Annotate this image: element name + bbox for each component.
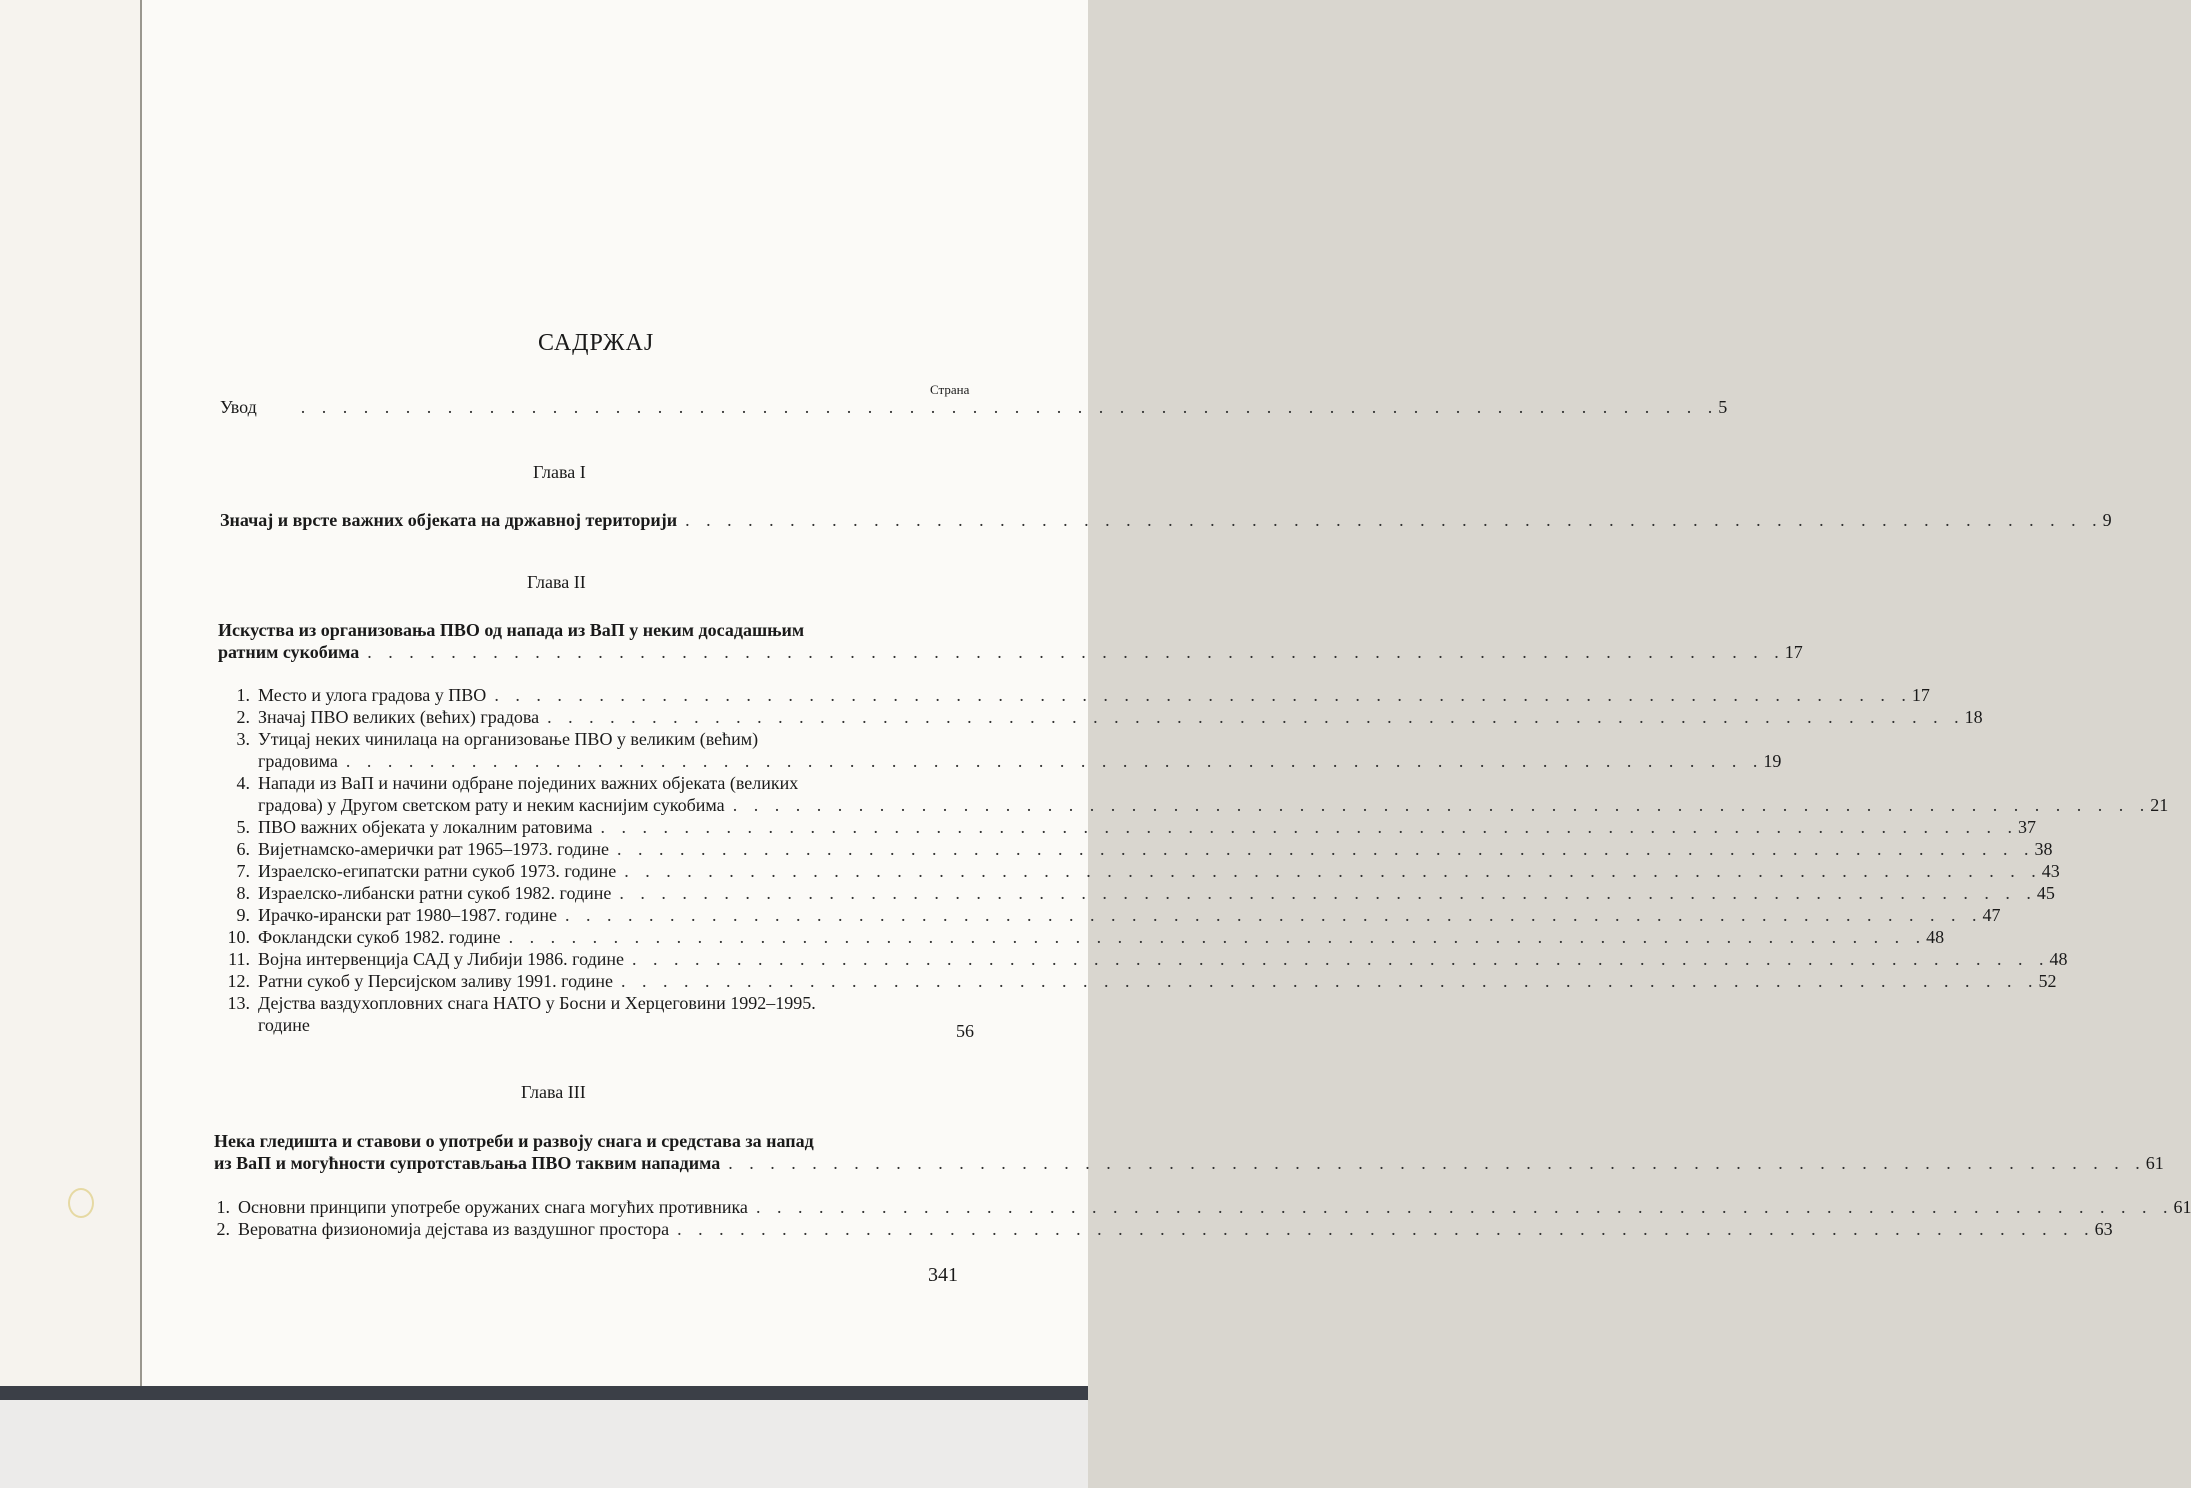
toc-item-label: Војна интервенција САД у Либији 1986. године xyxy=(258,949,625,969)
toc-item-label: ПВО важних објеката у локалним ратовима xyxy=(258,817,593,837)
page-number-folio: 341 xyxy=(928,1264,958,1286)
toc-page-number: 48 xyxy=(2049,949,2068,969)
toc-item[interactable] xyxy=(258,948,2068,970)
toc-page-number: 61 xyxy=(2173,1197,2191,1217)
dot-leader: . . . . . . . . . . . . . . . . . . . . . . . . . . . . . . . . . . . . . . . . . . . . . . . . . . . . . . . . . . . . . . . . . . . . xyxy=(508,927,1927,947)
toc-item[interactable] xyxy=(258,750,1782,772)
toc-page-number: 56 xyxy=(956,1021,974,1041)
chapter-heading-1: Глава I xyxy=(533,462,586,482)
dot-leader: . . . . . . . . . . . . . . . . . . . . . . . . . . . . . . . . . . . . . . . . . . . . . . . . . . . . . . . . . . . . . . . . . . . . xyxy=(494,685,1912,705)
scanner-background xyxy=(0,1400,1088,1488)
toc-item[interactable] xyxy=(258,860,2060,882)
toc-item[interactable] xyxy=(258,794,2169,816)
toc-item-number: 10. xyxy=(227,927,250,947)
toc-item[interactable] xyxy=(258,684,1930,706)
toc-item-label: градова) у Другом светском рату и неким каснијим сукобима xyxy=(258,795,725,815)
toc-item-label: Ратни сукоб у Персијском заливу 1991. године xyxy=(258,971,613,991)
toc-page-number: 43 xyxy=(2041,861,2060,881)
toc-item-number: 11. xyxy=(228,949,250,969)
toc-item-number: 4. xyxy=(236,773,250,793)
toc-item[interactable] xyxy=(258,706,1983,728)
toc-page-number: 19 xyxy=(1763,751,1782,771)
toc-item-label: Значај ПВО великих (већих) градова xyxy=(258,707,540,727)
toc-item[interactable] xyxy=(258,970,2057,992)
toc-page-number: 48 xyxy=(1926,927,1945,947)
toc-page-number: 52 xyxy=(2038,971,2057,991)
paper-stain xyxy=(68,1188,94,1218)
toc-page-number: 21 xyxy=(2150,795,2169,815)
toc-item-label: Израелско-либански ратни сукоб 1982. године xyxy=(258,883,612,903)
toc-entry-label: из ВаП и могућности супротстављања ПВО таквим нападима xyxy=(214,1153,721,1173)
toc-item-number: 3. xyxy=(236,729,250,749)
toc-item-label: Израелско-египатски ратни сукоб 1973. године xyxy=(258,861,617,881)
toc-page-number: 47 xyxy=(1982,905,2001,925)
dot-leader: . . . . . . . . . . . . . . . . . . . . . . . . . . . . . . . . . . . . . . . . . . . . . . . . . . . . . . . . . . . . . . . . . . . . xyxy=(685,510,2103,530)
toc-item-number: 1. xyxy=(216,1197,230,1217)
dot-leader: . . . . . . . . . . . . . . . . . . . . . . . . . . . . . . . . . . . . . . . . . . . . . . . . . . . . . . . . . . . . . . . . . . . . xyxy=(345,751,1764,771)
dot-leader: . . . . . . . . . . . . . . . . . . . . . . . . . . . . . . . . . . . . . . . . . . . . . . . . . . . . . . . . . . . . . . . . . . . . xyxy=(728,1153,2146,1173)
toc-item-line1: Напади из ВаП и начини одбране појединих важних објеката (великих xyxy=(258,773,799,793)
toc-page-number: 37 xyxy=(2017,817,2036,837)
page-column-label: Страна xyxy=(930,382,970,397)
toc-item-label: градовима xyxy=(258,751,338,771)
toc-item-label: Место и улога градова у ПВО xyxy=(258,685,487,705)
dot-leader: . . . . . . . . . . . . . . . . . . . . . . . . . . . . . . . . . . . . . . . . . . . . . . . . . . . . . . . . . . . . . . . . . . . . xyxy=(600,817,2018,837)
dot-leader: . . . . . . . . . . . . . . . . . . . . . . . . . . . . . . . . . . . . . . . . . . . . . . . . . . . . . . . . . . . . . . . . . . . . xyxy=(367,642,1785,662)
toc-entry-intro[interactable] xyxy=(220,396,1728,418)
dot-leader: . . . . . . . . . . . . . . . . . . . . . . . . . . . . . . . . . . . . . . . . . . . . . . . . . . . . . . . . . . . . . . . . . . . . xyxy=(624,861,2042,881)
toc-entry-label: Значај и врсте важних објеката на државној територији xyxy=(220,510,678,530)
toc-item[interactable] xyxy=(258,1020,974,1042)
toc-item-line1: Утицај неких чинилаца на организовање ПВО у великим (већим) xyxy=(258,729,759,749)
book-cover-edge xyxy=(0,1386,1088,1400)
toc-entry-chapter3[interactable] xyxy=(214,1152,2164,1174)
toc-item-label: Ирачко-ирански рат 1980–1987. године xyxy=(258,905,557,925)
facing-page-edge xyxy=(0,0,142,1390)
dot-leader: . . . . . . . . . . . . . . . . . . . . . . . . . . . . . . . . . . . . . . . . . . . . . . . . . . . . . . . . . . . . . . . . . . . . xyxy=(547,707,1965,727)
toc-item-number: 13. xyxy=(227,993,250,1013)
dot-leader: . . . . . . . . . . . . . . . . . . . . . . . . . . . . . . . . . . . . . . . . . . . . . . . . . . . . . . . . . . . . . . . . . . . . xyxy=(565,905,1983,925)
toc-page-number: 9 xyxy=(2102,510,2112,530)
toc-item-number: 7. xyxy=(236,861,250,881)
toc-item-number: 8. xyxy=(236,883,250,903)
toc-item-label: Вијетнамско-амерички рат 1965–1973. године xyxy=(258,839,609,859)
toc-item-label: Основни принципи употребе оружаних снага могућих противника xyxy=(238,1197,748,1217)
toc-entry-chapter2[interactable] xyxy=(218,641,1803,663)
dot-leader: . . . . . . . . . . . . . . . . . . . . . . . . . . . . . . . . . . . . . . . . . . . . . . . . . . . . . . . . . . . . . . . . . . . . xyxy=(619,883,2037,903)
toc-item-line1: Дејства ваздухопловних снага НАТО у Босни и Херцеговини 1992–1995. xyxy=(258,993,816,1013)
toc-entry-label: ратним сукобима xyxy=(218,642,360,662)
toc-item[interactable] xyxy=(258,838,2053,860)
toc-page-number: 61 xyxy=(2145,1153,2164,1173)
toc-item[interactable] xyxy=(258,816,2036,838)
chapter-heading-3: Глава III xyxy=(521,1082,586,1102)
toc-page-number: 17 xyxy=(1911,685,1930,705)
toc-item-number: 1. xyxy=(236,685,250,705)
dot-leader: . . . . . . . . . . . . . . . . . . . . . . . . . . . . . . . . . . . . . . . . . . . . . . . . . . . . . . . . . . . . . . . . . . . . xyxy=(632,949,2050,969)
toc-item[interactable] xyxy=(238,1218,2113,1240)
toc-item-label: Вероватна физиономија дејстава из ваздушног простора xyxy=(238,1219,670,1239)
dot-leader: . . . . . . . . . . . . . . . . . . . . . . . . . . . . . . . . . . . . . . . . . . . . . . . . . . . . . . . . . . . . . . . . . . . . xyxy=(300,397,1719,417)
page-title: САДРЖАЈ xyxy=(538,330,655,356)
toc-page-number: 17 xyxy=(1784,642,1803,662)
dot-leader: . . . . . . . . . . . . . . . . . . . . . . . . . . . . . . . . . . . . . . . . . . . . . . . . . . . . . . . . . . . . . . . . . . . . xyxy=(755,1197,2174,1217)
toc-item[interactable] xyxy=(258,882,2055,904)
toc-item-number: 12. xyxy=(227,971,250,991)
dot-leader: . . . . . . . . . . . . . . . . . . . . . . . . . . . . . . . . . . . . . . . . . . . . . . . . . . . . . . . . . . . . . . . . . . . . xyxy=(677,1219,2095,1239)
toc-page-number: 45 xyxy=(2036,883,2055,903)
toc-item-number: 6. xyxy=(236,839,250,859)
toc-item-number: 2. xyxy=(236,707,250,727)
toc-item-number: 9. xyxy=(236,905,250,925)
toc-page-number: 5 xyxy=(1718,397,1728,417)
toc-page-number: 18 xyxy=(1964,707,1983,727)
toc-page-number: 38 xyxy=(2034,839,2053,859)
toc-item[interactable] xyxy=(238,1196,2191,1218)
dot-leader: . . . . . . . . . . . . . . . . . . . . . . . . . . . . . . . . . . . . . . . . . . . . . . . . . . . . . . . . . . . . . . . . . . . . xyxy=(616,839,2035,859)
toc-item-label: Фокландски сукоб 1982. године xyxy=(258,927,501,947)
toc-item[interactable] xyxy=(258,904,2001,926)
toc-item[interactable] xyxy=(258,926,1945,948)
toc-item-number: 2. xyxy=(216,1219,230,1239)
toc-page-number: 63 xyxy=(2094,1219,2113,1239)
toc-entry-label: Увод xyxy=(220,397,257,417)
toc-entry-chapter3-line1: Нека гледишта и ставови о употреби и развоју снага и средстава за напад xyxy=(214,1131,814,1151)
toc-item-line2: године xyxy=(258,1015,310,1035)
toc-item-number: 5. xyxy=(236,817,250,837)
chapter-heading-2: Глава II xyxy=(527,572,586,592)
toc-entry-chapter1[interactable] xyxy=(220,509,2112,531)
dot-leader: . . . . . . . . . . . . . . . . . . . . . . . . . . . . . . . . . . . . . . . . . . . . . . . . . . . . . . . . . . . . . . . . . . . . xyxy=(732,795,2151,815)
dot-leader: . . . . . . . . . . . . . . . . . . . . . . . . . . . . . . . . . . . . . . . . . . . . . . . . . . . . . . . . . . . . . . . . . . . . xyxy=(620,971,2039,991)
toc-entry-chapter2-line1: Искуства из организовања ПВО од напада из ВаП у неким досадашњим xyxy=(218,620,805,640)
